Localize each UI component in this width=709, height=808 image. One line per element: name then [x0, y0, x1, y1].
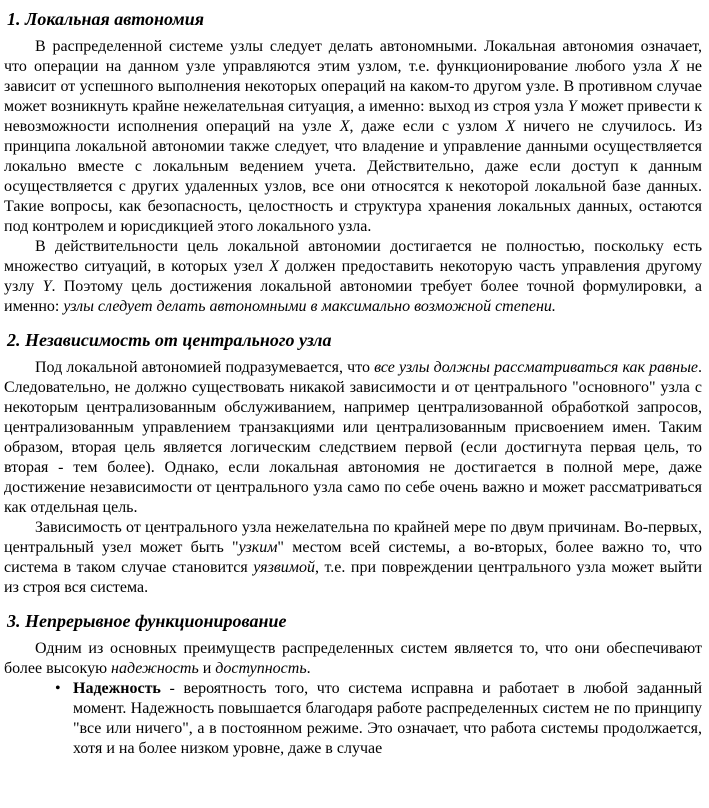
text-run: Y — [567, 98, 577, 115]
text-run: не зависит от успешного выполнения некоторых операций на каком-то другом узле. В противном случае может возникнуть крайне нежелательная ситуация, а именно: выход из строя узла — [4, 58, 703, 115]
text-run: . Поэтому цель достижения локальной автономии требует более точной формулировки, а именно: — [4, 278, 702, 315]
text-run: - вероятность того, что система исправна и работает в любой заданный момент. Надежность повышается благодаря работе распределенных систем не по принципу "все или ничего", а в постоянном режиме. Это означает, что работа системы продолжается, хотя и на более низком уровне, даже в случае — [73, 680, 702, 757]
section-heading: 2. Независимость от центрального узла — [7, 330, 332, 350]
section-heading: 1. Локальная автономия — [7, 9, 204, 29]
text-run: доступность — [215, 660, 307, 677]
document-body — [4, 8, 702, 759]
section — [4, 610, 702, 759]
bullet-icon: • — [55, 680, 61, 697]
text-run: узлы следует делать автономными в максимально возможной степени. — [63, 298, 556, 315]
text-run: , т.е. при повреждении центрального узла может выйти из строя вся система. — [4, 559, 703, 596]
paragraph — [4, 518, 702, 598]
text-run: X — [269, 258, 279, 275]
text-run: Зависимость от центрального узла нежелательна по крайней мере по двум причинам. Во-первых, центральный узел может быть " — [4, 519, 702, 556]
text-run: может привести к невозможности исполнения операций на узле — [4, 98, 702, 135]
text-run: узким — [238, 539, 278, 556]
text-run: ничего не случилось. Из принципа локальной автономии также следует, что владение и управление данными осуществляется локально вместе с локальным ведением учета. Действительно, даже если доступ к данным осуществляется с других удаленных узлов, все они относятся к некоторой локальной базе данных. Такие вопросы, как безопасность, целостность и структура хранения локальных данных, остаются под контролем и юрисдикцией этого локального узла. — [4, 118, 703, 235]
text-run: Одним из основных преимуществ распределенных систем является то, что они обеспечивают более высокую — [4, 640, 702, 677]
text-run: . — [306, 660, 311, 677]
text-run: и — [198, 660, 216, 677]
text-run: Надежность — [73, 680, 161, 697]
text-run: X — [669, 58, 680, 75]
paragraph — [4, 639, 702, 679]
text-run: " местом всей системы, а во-вторых, более важно то, что система в таком случае становится — [4, 539, 703, 576]
section-heading: 3. Непрерывное функционирование — [7, 611, 287, 631]
text-run: В распределенной системе узлы следует делать автономными. Локальная автономия означает, что операции на данном узле управляются этим узлом, т.е. функционирование любого узла — [4, 38, 702, 75]
text-run: надежность — [111, 660, 199, 677]
bullet-text — [73, 679, 702, 759]
text-run: В действительности цель локальной автономии достигается не полностью, поскольку есть множество ситуаций, в которых узел — [4, 238, 702, 275]
text-run: X — [505, 118, 516, 135]
text-run: все узлы должны рассматриваться как равные — [374, 359, 698, 376]
text-run: Y — [42, 278, 52, 295]
section — [4, 8, 702, 317]
text-run: , даже если с узлом — [349, 118, 506, 135]
text-run: уязвимой — [253, 559, 315, 576]
text-run: Под локальной автономией подразумевается, что — [35, 359, 375, 376]
text-run: . Следовательно, не должно существовать никакой зависимости и от центрального "основного" узла с некоторым централизованным обслуживанием, например централизованной обработкой запросов, централизованным управлением транзакциями или централизованным присвоением имен. Таким образом, вторая цель является логическим следствием первой (если достигнута первая цель, то вторая - тем более). Однако, если локальная автономия не достигается в полной мере, даже достижение независимости от центрального узла само по себе очень важно и может рассматриваться как отдельная цель. — [4, 359, 702, 516]
paragraph — [4, 37, 702, 237]
paragraph — [4, 237, 702, 317]
paragraph — [4, 358, 702, 518]
section — [4, 329, 702, 598]
text-run: X — [339, 118, 350, 135]
bullet-item — [55, 679, 702, 759]
text-run: должен предоставить некоторую часть управления другому узлу — [4, 258, 703, 295]
